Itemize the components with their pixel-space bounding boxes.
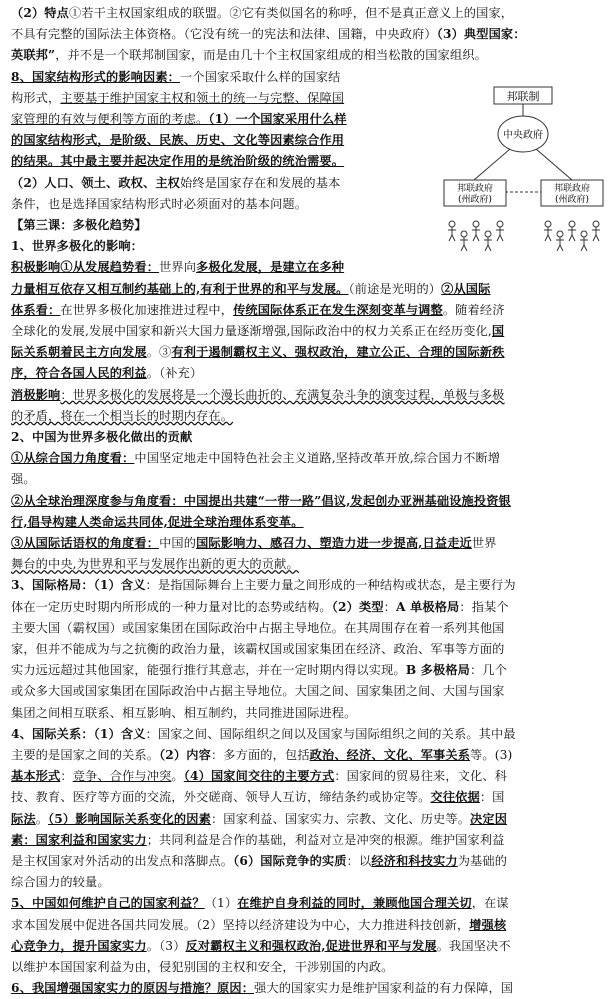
text-segment: 传统国际体系正在发生深刻变革与调整 (233, 302, 443, 317)
text-segment: 在世界多极化加速推进过程中， (60, 302, 234, 317)
person-icon (568, 221, 576, 241)
text-segment: ：几个 (470, 663, 508, 678)
text-line (11, 639, 605, 660)
text-segment: 主要的是国家之间的关系。 (11, 748, 160, 762)
text-segment: （3）典型国家： (436, 27, 526, 42)
text-line (11, 448, 605, 469)
text-segment: 集团之间相互联系、相互影响、相互制约，共同推进国际进程。 (11, 705, 357, 720)
text-segment: 增强核 (469, 917, 507, 932)
text-segment: （5）影响国际关系变化的因素 (48, 811, 211, 826)
text-segment: 始终是国家存在和发展的基本 (180, 175, 341, 190)
text-segment: 有利于遏制霸权主义、强权政治，建立公正、合理的国际新秩 (171, 345, 505, 360)
text-segment: （2）特点 (11, 6, 69, 20)
text-segment: 反对霸权主义和强权政治,促进世界和平与发展 (185, 938, 437, 953)
text-segment: 中国提出共建“一带一路”倡议,发起创办亚洲基础设施投资银 (183, 493, 511, 508)
person-icon (448, 221, 456, 241)
text-segment: 体系看： (11, 302, 61, 317)
person-icon (544, 221, 552, 241)
confederation-diagram (432, 84, 610, 260)
text-segment: ：多方面的，包括 (210, 748, 310, 762)
text-line (11, 681, 605, 702)
text-segment: 世界 (471, 536, 497, 550)
text-line (11, 257, 605, 278)
text-line (11, 151, 419, 172)
person-icon (556, 231, 564, 251)
text-segment: 5、中国如何维护自己的国家利益？ (11, 896, 205, 911)
text-line (11, 300, 605, 321)
text-segment: 一个国家采取什么样的国家结 (180, 69, 341, 84)
diagram-right-label-2: (州政府) (554, 195, 590, 205)
text-line (11, 406, 605, 427)
text-line (11, 173, 419, 194)
text-line (11, 830, 605, 851)
text-segment: 国际影响力、感召力、塑造力进一步提高,日益走近 (196, 536, 472, 550)
text-segment: 主要大国（霸权国）或国家集团在国际政治中占据主导地位。在其周围存在着一系列其他国 (11, 620, 505, 635)
text-segment: 【第三课：多极化趋势】 (11, 218, 147, 232)
diagram-link-right (536, 149, 572, 180)
text-segment: 8、国家结构形式的影响因素： (11, 69, 181, 84)
text-line (11, 491, 605, 512)
text-line (11, 554, 605, 575)
text-segment: 世界向 (159, 260, 197, 275)
diagram-top-label: 邦联制 (506, 90, 540, 103)
text-line (11, 936, 605, 957)
text-segment: 家，但并不能成为与之抗衡的政治力量，该霸权国或国家集团在经济、政治、军事等方面的 (11, 642, 505, 656)
text-segment: 求本国发展中促进各国共同发展。 (11, 917, 197, 932)
text-segment: 1、世界多极化的影响： (11, 239, 144, 254)
text-line (11, 363, 605, 384)
text-segment: 心竞争力，提升国家实力 (11, 938, 147, 953)
text-segment: 条件，也是选择国家结构形式时必须面对的基本问题。 (11, 196, 308, 211)
text-line (11, 660, 605, 681)
text-segment: ：国家间的贸易往来，文化、科 (334, 769, 508, 784)
text-segment: 2、中国为世界多极化做出的贡献 (11, 430, 193, 444)
text-segment: ：国 (479, 790, 505, 805)
text-segment: ：指某个 (459, 599, 509, 614)
diagram-left-label-2: (州政府) (457, 195, 493, 205)
text-line (11, 24, 605, 45)
text-segment: ②从全球治理深度参与角度看： (11, 493, 184, 508)
text-segment: （1）一个国家采用什么样 (208, 112, 347, 126)
person-icon (472, 221, 480, 241)
text-segment: ： (60, 769, 73, 784)
text-segment: 素：国家利益和国家实力 (11, 832, 147, 847)
text-segment: （2）内容 (159, 748, 211, 762)
text-segment: 全球化的发展,发展中国家和新兴大国力量逐渐增强,国际政治中的权力关系正在经历变化, (11, 324, 492, 338)
text-segment: 是主权国家对外活动的出发点和落脚点。 (11, 854, 234, 868)
text-segment: 不具有完整的国际法主体资格。（它没有统一的宪法和法律、国籍，中央政府） (11, 27, 437, 42)
text-line (11, 618, 605, 639)
text-line (11, 787, 605, 808)
text-segment: ：国家之间、国际组织之间以及国家与国际组织之间的关系。其中最 (145, 726, 516, 741)
text-segment: ；共同利益是合作的基础，利益对立是冲突的根源。维护国家利益 (146, 832, 505, 847)
text-segment: 多极化发展，是建立在多种 (196, 260, 345, 275)
text-segment: 为基础的 (457, 854, 508, 868)
text-segment: ①从综合国力角度看： (11, 451, 135, 466)
text-segment: ①从发展趋势看： (60, 260, 160, 275)
text-segment: （前途是光明的） (348, 281, 442, 296)
text-segment: ：世界多极化的发展将是一个漫长曲折的、充满复杂斗争的演变过程，单极与多极 (60, 387, 505, 402)
text-line (11, 703, 605, 724)
diagram-center-label: 中央政府 (503, 130, 543, 141)
text-segment: 决定因 (470, 811, 508, 826)
text-segment: 。③ (146, 345, 172, 360)
text-segment: 中国坚定地走中国特色社会主义道路,坚持改革开放,综合国力不断增 (134, 451, 501, 466)
text-segment: （2）坚持以经济建设为中心，大力推进科技创新， (196, 917, 470, 932)
text-line (11, 130, 419, 151)
text-segment: 。 (171, 769, 184, 784)
text-segment: （2）类型 (331, 599, 384, 614)
text-segment: 经济和科技实力 (371, 854, 458, 868)
text-segment: 的矛盾，将在一个相当长的时期内存在。 (11, 408, 234, 423)
text-line (11, 872, 605, 893)
text-segment: 积极影响 (11, 260, 61, 275)
text-segment: 力量相互依存又相互制约基础上的,有利于世界的和平与发展。 (11, 281, 349, 296)
text-segment: 主要基于维护国家主权和领土的统一与完整、保障国 (60, 90, 345, 105)
text-segment: 实力远远超过其他国家，能强行推行其意志，并在一定时期内得以实现。 (11, 663, 406, 678)
text-line (11, 893, 605, 914)
text-segment: 英联邦” (11, 48, 56, 63)
person-icon (580, 231, 588, 251)
text-line (11, 279, 605, 300)
person-icon (484, 231, 492, 251)
text-segment: 的国家结构形式，是阶级、民族、历史、文化等因素综合作用 (11, 133, 345, 148)
text-segment: 交往依据 (430, 790, 480, 805)
text-segment: 竞争、合作与冲突 (72, 769, 172, 784)
text-segment: ②从国际 (441, 281, 491, 296)
text-segment: ： (383, 599, 397, 614)
text-segment: 在维护自身利益的同时，兼顾他国合理关切 (237, 896, 472, 911)
text-line (11, 745, 605, 766)
text-segment: （6）国际竞争的实质 (233, 854, 347, 868)
text-segment: 际法 (11, 811, 36, 826)
text-line (11, 724, 605, 745)
diagram-link-left (474, 149, 510, 180)
text-segment: 。我国坚决不 (436, 938, 511, 953)
text-line (11, 342, 605, 363)
text-segment: （2）人口、领土、政权、主权 (11, 175, 181, 190)
text-segment: 中国的 (159, 536, 197, 550)
text-line (11, 978, 605, 999)
text-segment: 技、教育、医疗等方面的交流，外交磋商、领导人互访，缔结条约或协定等。 (11, 790, 431, 805)
text-segment: 政治、经济、文化、军事关系 (309, 748, 471, 762)
text-segment: ：以 (346, 854, 372, 868)
text-segment: 国 (491, 324, 505, 338)
text-segment: 行,倡导构建人类命运共同体,促进全球治理体系变革。 (11, 514, 304, 529)
text-segment: 消极影响 (11, 387, 61, 402)
text-segment: 6、我国增强国家实力的原因与措施？原因： (11, 981, 255, 996)
diagram-left-label-1: 邦联政府 (456, 184, 494, 194)
text-segment: A 单极格局 (396, 599, 460, 614)
text-segment: 或众多大国或国家集团在国际政治中占据主导地位。大国之间、国家集团之间、大国与国家 (11, 684, 505, 699)
text-segment: 。 (35, 811, 49, 826)
text-line (11, 533, 605, 554)
text-segment: ①若干主权国家组成的联盟。②它有类似国名的称呼，但不是真正意义上的国家， (68, 6, 514, 20)
text-line (11, 67, 419, 88)
text-line (11, 109, 419, 130)
text-segment: 等。(3) (470, 748, 513, 762)
text-segment: 际关系朝着民主方向发展 (11, 345, 147, 360)
text-line (11, 575, 605, 596)
text-line (11, 3, 605, 24)
text-segment: 综合国力的较量。 (11, 875, 110, 890)
text-segment: 以维护本国国家利益为由，侵犯别国的主权和安全，干涉别国的内政。 (11, 960, 394, 974)
text-segment: ，并不是一个联邦制国家，而是由几十个主权国家组成的相当松散的国家组织。 (55, 48, 487, 63)
text-segment: 序，符合各国人民的利益 (11, 366, 147, 381)
person-icon (496, 221, 504, 241)
text-segment: 体在一定历史时期内所形成的一种力量对比的态势或结构。 (11, 599, 332, 614)
text-line (11, 512, 605, 533)
text-line (11, 915, 605, 936)
text-segment: 。随着经济 (442, 302, 505, 317)
text-segment: 强大的国家实力是维护国家利益的有力保障，国 (254, 981, 514, 996)
text-line (11, 597, 605, 618)
text-segment: （1） (204, 896, 238, 911)
text-line (11, 88, 419, 109)
text-segment: ：是指国际舞台上主要力量之间形成的一种结构或状态，是主要行为 (145, 578, 516, 593)
citizen-figures-icon (448, 221, 600, 251)
text-line (11, 809, 605, 830)
text-line (11, 194, 419, 215)
text-line (11, 385, 605, 406)
text-line (11, 321, 605, 342)
person-icon (460, 231, 468, 251)
text-segment: 。（3） (146, 938, 186, 953)
text-segment: 构形式， (11, 90, 61, 105)
text-segment: ：国家利益、国家实力、宗教、文化、历史等。 (210, 811, 471, 826)
text-segment: 家管理的有效与便利等方面的考虑。 (11, 112, 209, 126)
text-segment: B 多极格局 (405, 663, 471, 678)
text-segment: 舞台的中央,为世界和平与发展作出新的更大的贡献。 (11, 557, 299, 572)
text-line (11, 957, 605, 978)
text-line (11, 45, 605, 66)
text-line (11, 427, 605, 448)
text-segment: ，在谋 (471, 896, 509, 911)
text-segment: 。（补充） (146, 366, 203, 381)
text-segment: 4、国际关系：（1）含义 (11, 726, 146, 741)
text-segment: 强。 (11, 472, 36, 487)
text-line (11, 469, 605, 490)
text-segment: 的结果。其中最主要并起决定作用的是统治阶级的统治需要。 (11, 154, 345, 169)
person-icon (592, 221, 600, 241)
text-line (11, 766, 605, 787)
text-segment: ③从国际话语权的角度看： (11, 536, 160, 550)
diagram-right-label-1: 邦联政府 (553, 184, 591, 194)
text-line (11, 851, 605, 872)
text-segment: 基本形式 (11, 769, 61, 784)
text-segment: 3、国际格局：（1）含义 (11, 578, 146, 593)
text-segment: （4）国家间交往的主要方式 (183, 769, 335, 784)
